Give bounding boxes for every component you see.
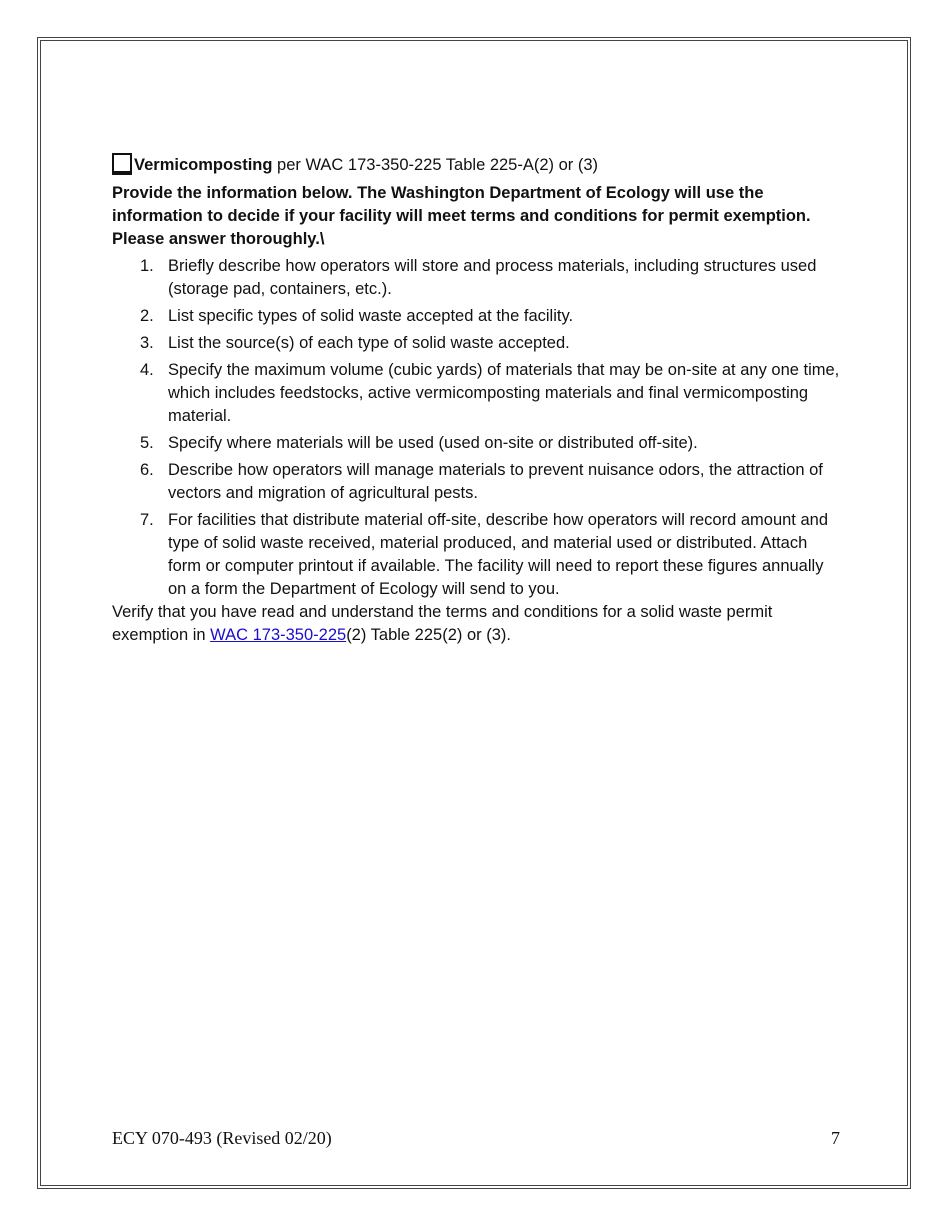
verify-text: Verify that you have read and understand the terms and conditions for a solid waste permit exemption in (112, 603, 773, 644)
list-item (112, 255, 842, 301)
section-title-bold: Vermicomposting (134, 155, 273, 174)
list-item-number: 1. (140, 257, 154, 275)
verify-text-end: (2) Table 225(2) or (3). (346, 626, 511, 644)
list-item-number: 5. (140, 434, 154, 452)
questions-list (112, 255, 842, 601)
list-item-text: Specify where materials will be used (used on-site or distributed off-site). (168, 434, 698, 452)
form-id: ECY 070-493 (Revised 02/20) (112, 1128, 332, 1148)
section-title-rest: per WAC 173-350-225 Table 225-A(2) or (3) (272, 155, 599, 174)
list-item (112, 459, 842, 505)
verify-statement (112, 601, 842, 647)
list-item-text: Specify the maximum volume (cubic yards) of materials that may be on-site at any one time, which includes feedstocks, active vermicomposting materials and final vermicomposting material. (168, 361, 840, 425)
list-item (112, 305, 842, 328)
wac-link[interactable]: WAC 173-350-225 (210, 626, 347, 644)
list-item-text: Describe how operators will manage materials to prevent nuisance odors, the attraction of vectors and migration of agricultural pests. (168, 461, 823, 502)
checkbox-underline (114, 171, 130, 173)
instructions-text: Provide the information below. The Washington Department of Ecology will use the information to decide if your facility will meet terms and conditions for permit exemption. Please answer thoroughly.\ (112, 184, 811, 248)
list-item-text: For facilities that distribute material off-site, describe how operators will record amount and type of solid waste received, material produced, and material used or distributed. Attach form or computer printout if available. The facility will need to report these figures annually on a form the Department of Ecology will send to you. (168, 511, 828, 598)
vermicomposting-checkbox[interactable] (112, 153, 132, 175)
list-item (112, 359, 842, 428)
list-item-number: 3. (140, 334, 154, 352)
list-item-number: 4. (140, 361, 154, 379)
list-item-text: List specific types of solid waste accepted at the facility. (168, 307, 574, 325)
list-item (112, 332, 842, 355)
list-item (112, 432, 842, 455)
list-item-number: 7. (140, 511, 154, 529)
list-item-text: Briefly describe how operators will store and process materials, including structures used (storage pad, containers, etc.). (168, 257, 817, 298)
list-item-text: List the source(s) of each type of solid waste accepted. (168, 334, 570, 352)
section-heading (112, 152, 842, 178)
list-item-number: 6. (140, 461, 154, 479)
list-item (112, 509, 842, 601)
page-footer (112, 1128, 840, 1149)
list-item-number: 2. (140, 307, 154, 325)
form-section (112, 152, 842, 647)
page-number: 7 (831, 1128, 840, 1148)
